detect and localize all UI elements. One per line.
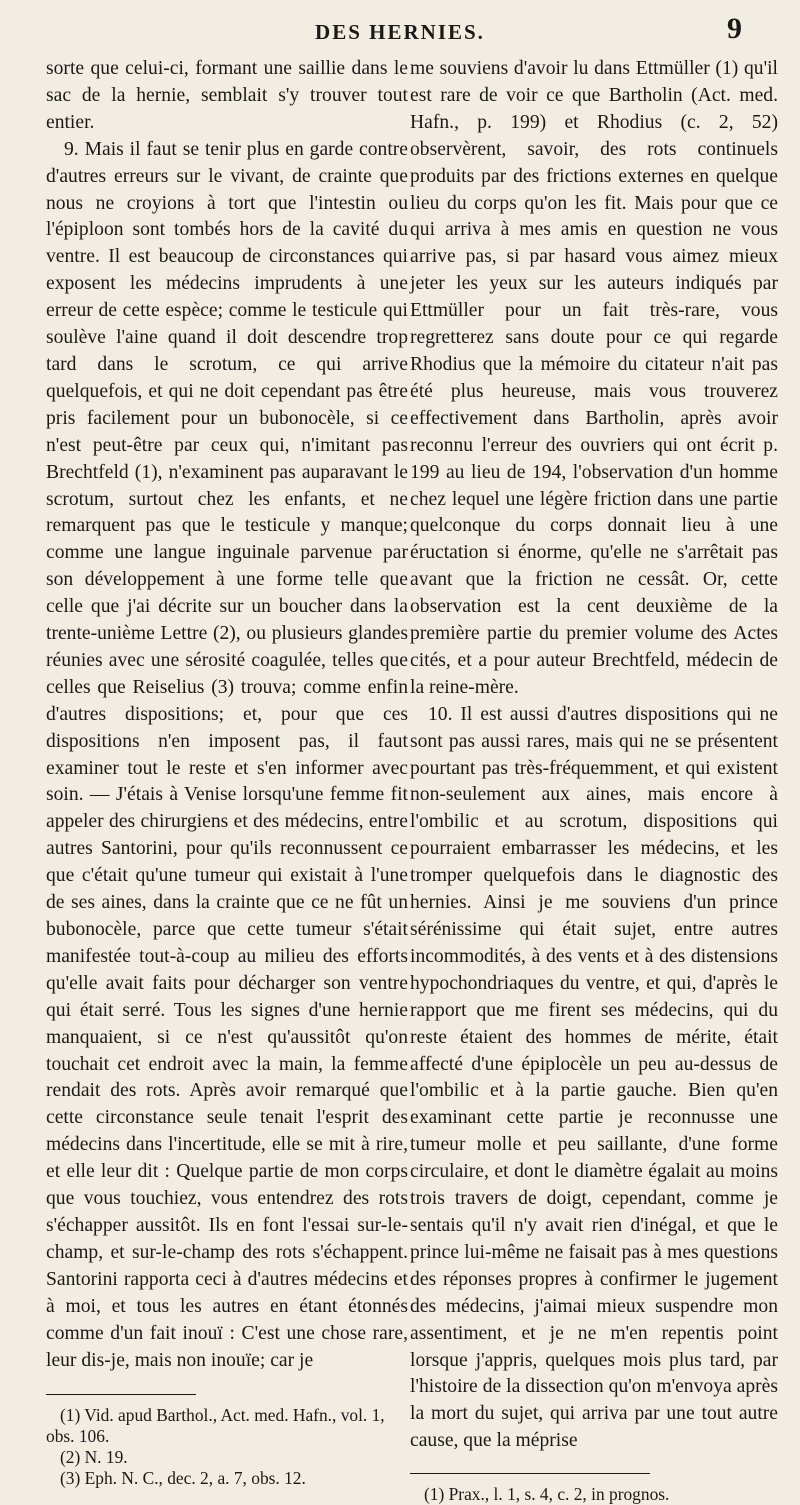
page-number: 9 (727, 12, 742, 45)
footnote: (1) Vid. apud Barthol., Act. med. Hafn., vol. 1, obs. 106. (46, 1405, 385, 1447)
paragraph: me souviens d'avoir lu dans Ettmüller (1) qu'il est rare de voir ce que Bartholin (Act. med. Hafn., p. 199) et Rhodius (c. 2, 52) observèrent, savoir, des rots continuels produits par des frictions externes en quelque lieu du corps qu'on les fit. Mais pour que ce qui arriva à mes amis en question ne vous arrive pas, si par hasard vous aimez mieux jeter les yeux sur les auteurs indiqués par Ettmüller pour un fait très-rare, vous regretterez sans doute pour ce qui regarde Rhodius que la mémoire du citateur n'ait pas été plus heureuse, mais vous trouverez effectivement dans Bartholin, après avoir reconnu l'erreur des ouvriers qui ont écrit p. 199 au lieu de 194, l'observation d'un homme chez lequel une légère friction dans une partie quelconque du corps donnait lieu à une éructation si énorme, qu'elle ne s'arrêtait pas avant que la friction ne cessât. Or, cette observation est la cent deuxième de la première partie du premier volume des Actes cités, et a pour auteur Brechtfeld, médecin de la reine-mère. (410, 58, 778, 698)
paragraph: 9. Mais il faut se tenir plus en garde contre d'autres erreurs sur le vivant, de crainte que nous ne croyions à tort que l'intestin ou l'épiploon sont tombés hors de la cavité du ventre. Il est beaucoup de circonstances qui exposent les médecins imprudents à une erreur de cette espèce; comme le testicule qui soulève l'aine quand il doit descendre trop tard dans le scrotum, ce qui arrive quelquefois, et qui ne doit cependant pas être pris facilement pour un bubonocèle, si ce n'est peut-être par ceux qui, n'imitant pas Brechtfeld (1), n'examinent pas auparavant le scrotum, surtout chez les enfants, et ne remarquent pas que le testicule y manque; comme une langue inguinale parvenue par son développement à une forme telle que celle que j'ai décrite sur un boucher dans la trente-unième Lettre (2), ou plusieurs glandes réunies avec une sérosité coagulée, telles que celles que Reiselius (3) trouva; comme enfin d'autres dispositions; et, pour que ces dispositions n'en imposent pas, il faut examiner tout le reste et s'en informer avec soin. — J'étais à Venise lorsqu'une femme fit appeler des chirurgiens et des médecins, entre autres Santorini, pour qu'ils reconnussent ce que c'était qu'une tumeur qui existait à l'une de ses aines, dans la crainte que ce ne fût un bubonocèle, parce que cette tumeur s'était manifestée tout-à-coup au milieu des efforts qu'elle avait faits pour décharger son ventre qui était serré. Tous les signes d'une hernie manquaient, si ce n'est qu'aussitôt qu'on touchait cet endroit avec la main, la femme rendait des rots. Après avoir remarqué que cette circonstance seule tenait l'esprit des médecins dans l'incertitude, elle se mit à rire, et elle leur dit : Quelque partie de mon corps que vous touchiez, vous entendrez des rots s'échapper aussitôt. Ils en font l'essai sur-le-champ, et sur-le-champ des rots s'échappent. Santorini rapporta ceci à d'autres médecins et à moi, et tous les autres en étant étonnés comme d'un fait inouï : C'est une chose rare, leur dis-je, mais non inouïe; car je (46, 138, 408, 1371)
right-column (410, 56, 778, 1505)
running-title: DES HERNIES. (315, 20, 485, 44)
paragraph: sorte que celui-ci, formant une saillie dans le sac de la hernie, semblait s'y trouver tout entier. (46, 58, 408, 133)
left-column (46, 56, 408, 1489)
footnote: (3) Eph. N. C., dec. 2, a. 7, obs. 12. (60, 1468, 306, 1489)
footnote-divider (410, 1473, 650, 1474)
paragraph: 10. Il est aussi d'autres dispositions qui ne sont pas aussi rares, mais qui ne se présentent pourtant pas très-fréquemment, et qui existent non-seulement aux aines, mais encore à l'ombilic et au scrotum, dispositions qui pourraient embarrasser les médecins, et les tromper quelquefois dans le diagnostic des hernies. Ainsi je me souviens d'un prince sérénissime qui était sujet, entre autres incommodités, à des vents et à des distensions hypochondriaques du ventre, et qui, d'après le rapport que me firent ses médecins, qui du reste étaient des hommes de mérite, était affecté d'une épiplocèle un peu au-dessus de l'ombilic et à la partie gauche. Bien qu'en examinant cette partie je reconnusse une tumeur molle et peu saillante, d'une forme circulaire, et dont le diamètre égalait au moins trois travers de doigt, cependant, comme je sentais qu'il n'y avait rien d'inégal, et que le prince lui-même ne faisait pas à mes questions des réponses propres à confirmer le jugement des médecins, j'aimai mieux suspendre mon assentiment, et je ne m'en repentis point lorsque j'appris, quelques mois plus tard, par l'histoire de la dissection qu'on m'envoya après la mort du sujet, qui arriva par une tout autre cause, que la méprise (410, 703, 778, 1452)
footnote-divider (46, 1394, 196, 1395)
footnote: (1) Prax., l. 1, s. 4, c. 2, in prognos. (424, 1484, 670, 1505)
footnote: (2) N. 19. (60, 1447, 128, 1468)
